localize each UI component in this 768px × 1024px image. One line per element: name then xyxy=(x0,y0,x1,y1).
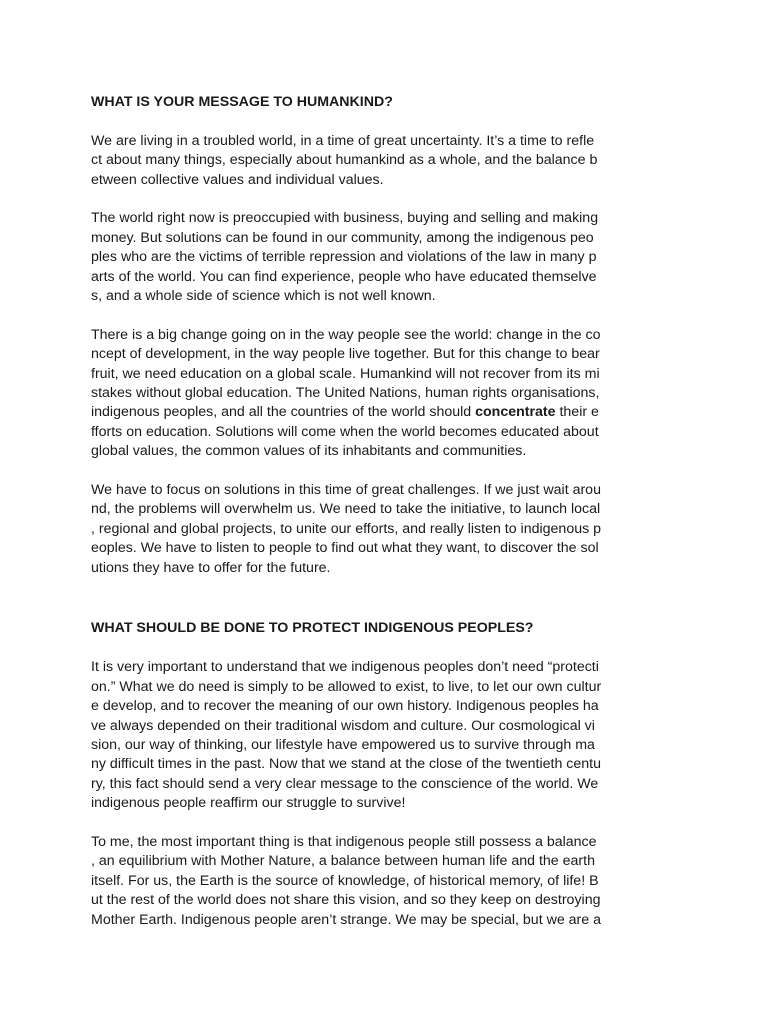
text-line: ry, this fact should send a very clear message to the conscience of the world. We xyxy=(91,775,599,792)
text-run: indigenous peoples, and all the countries of the world should xyxy=(91,404,476,421)
text-line: money. But solutions can be found in our community, among the indigenous peo xyxy=(91,229,594,246)
text-line: fruit, we need education on a global scale. Humankind will not recover from its mi xyxy=(91,365,600,382)
text-line: stakes without global education. The United Nations, human rights organisations, xyxy=(91,385,600,402)
emphasized-word: concentrate xyxy=(475,404,556,421)
text-line: ut the rest of the world does not share this vision, and so they keep on destroying xyxy=(91,892,601,909)
text-line: , regional and global projects, to unite our efforts, and really listen to indigenous p xyxy=(91,520,602,537)
text-line-with-emphasis xyxy=(91,403,691,422)
text-line: fforts on education. Solutions will come when the world becomes educated about xyxy=(91,423,599,440)
paragraph xyxy=(91,326,691,462)
text-line: e develop, and to recover the meaning of our own history. Indigenous peoples ha xyxy=(91,698,599,715)
text-line: ncept of development, in the way people live together. But for this change to bear xyxy=(91,346,600,363)
section-heading: WHAT IS YOUR MESSAGE TO HUMANKIND? xyxy=(91,94,393,110)
text-line: , an equilibrium with Mother Nature, a balance between human life and the earth xyxy=(91,853,595,870)
text-line: etween collective values and individual values. xyxy=(91,171,384,188)
paragraph xyxy=(91,833,691,930)
text-line: arts of the world. You can find experience, people who have educated themselve xyxy=(91,268,597,285)
text-line: We are living in a troubled world, in a time of great uncertainty. It’s a time to refle xyxy=(91,132,595,149)
section-heading: WHAT SHOULD BE DONE TO PROTECT INDIGENOUS PEOPLES? xyxy=(91,620,534,637)
text-line: Mother Earth. Indigenous people aren’t strange. We may be special, but we are a xyxy=(91,911,601,928)
text-line: s, and a whole side of science which is not well known. xyxy=(91,288,436,305)
text-line: global values, the common values of its inhabitants and communities. xyxy=(91,443,527,460)
text-line: ct about many things, especially about humankind as a whole, and the balance b xyxy=(91,152,598,169)
paragraph xyxy=(91,481,691,578)
text-line: indigenous people reaffirm our struggle to survive! xyxy=(91,795,406,812)
document-page xyxy=(91,93,691,930)
paragraph xyxy=(91,658,691,813)
text-line: utions they have to offer for the future. xyxy=(91,559,331,576)
text-line: nd, the problems will overwhelm us. We need to take the initiative, to launch local xyxy=(91,501,601,518)
text-line: ples who are the victims of terrible repression and violations of the law in many p xyxy=(91,249,597,266)
text-line: There is a big change going on in the way people see the world: change in the co xyxy=(91,326,601,343)
text-run: their e xyxy=(555,404,599,421)
paragraph xyxy=(91,209,691,306)
text-line: ny difficult times in the past. Now that we stand at the close of the twentieth centu xyxy=(91,756,601,773)
text-line: eoples. We have to listen to people to find out what they want, to discover the sol xyxy=(91,540,599,557)
text-line: sion, our way of thinking, our lifestyle have empowered us to survive through ma xyxy=(91,736,595,753)
text-line: To me, the most important thing is that indigenous people still possess a balance xyxy=(91,833,597,850)
text-line: It is very important to understand that we indigenous peoples don’t need “protecti xyxy=(91,659,599,676)
text-line: itself. For us, the Earth is the source of knowledge, of historical memory, of life! B xyxy=(91,872,599,889)
text-line: on.” What we do need is simply to be allowed to exist, to live, to let our own cultur xyxy=(91,678,602,695)
text-line: ve always depended on their traditional wisdom and culture. Our cosmological vi xyxy=(91,717,595,734)
text-line: The world right now is preoccupied with business, buying and selling and making xyxy=(91,210,599,227)
text-line: We have to focus on solutions in this time of great challenges. If we just wait arou xyxy=(91,482,601,499)
paragraph xyxy=(91,132,691,190)
